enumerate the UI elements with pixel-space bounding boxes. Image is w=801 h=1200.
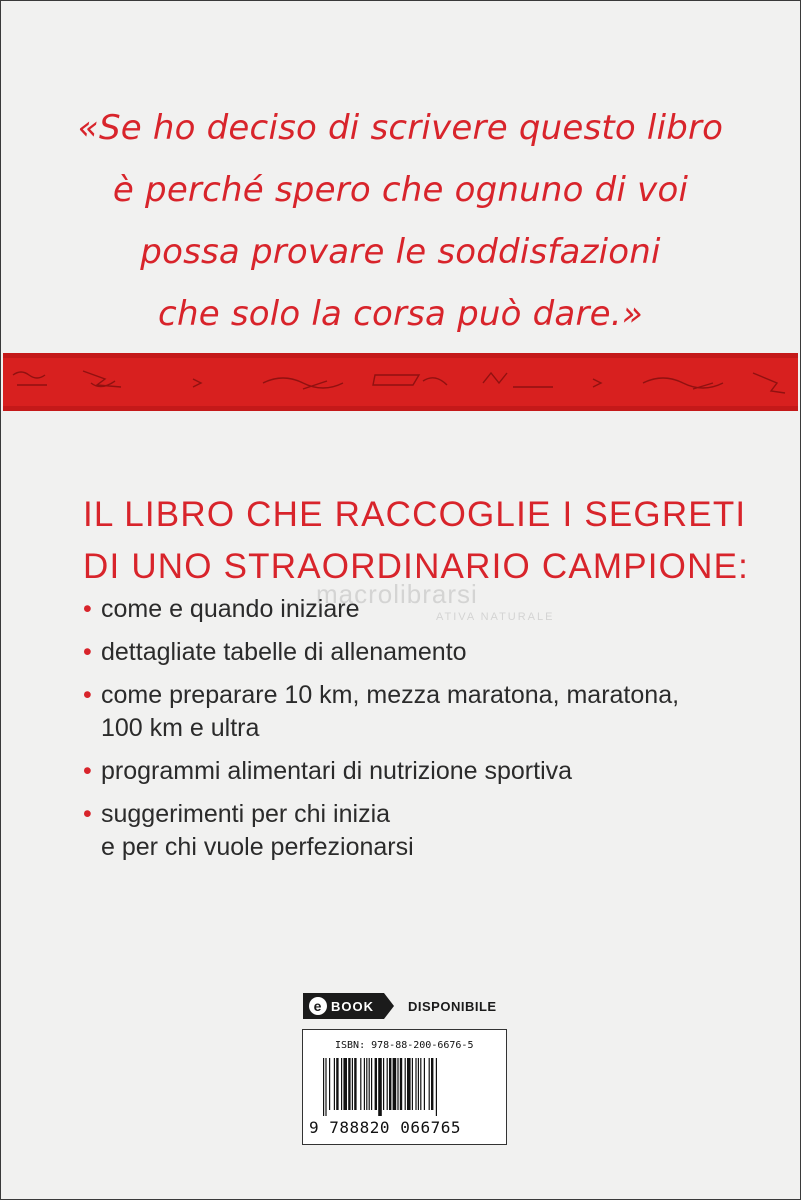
heading-line: IL LIBRO CHE RACCOGLIE I SEGRETI <box>83 495 747 534</box>
ebook-available-badge <box>303 993 497 1019</box>
barcode-box <box>302 1029 507 1145</box>
feature-list <box>83 593 679 874</box>
ebook-availability: DISPONIBILE <box>408 998 497 1014</box>
list-item-text: come preparare 10 km, mezza maratona, maratona, <box>101 681 680 709</box>
ebook-tag <box>303 993 384 1019</box>
watermark-tagline: ATIVA NATURALE <box>436 611 555 623</box>
list-item <box>83 755 679 788</box>
ebook-label: BOOK <box>331 998 374 1014</box>
ean-digits: 9 788820 066765 <box>309 1118 461 1137</box>
red-tape-ribbon <box>3 353 798 411</box>
heading-line: DI UNO STRAORDINARIO CAMPIONE: <box>83 547 750 586</box>
ribbon-texture <box>3 353 798 411</box>
ebook-e-icon: e <box>309 997 327 1015</box>
list-item-text: come e quando iniziare <box>101 595 360 623</box>
list-item <box>83 593 679 626</box>
watermark-logo-text: macrolibrarsi <box>316 579 478 609</box>
bullet-icon: • <box>83 800 92 828</box>
bullet-icon: • <box>83 681 92 709</box>
section-heading <box>83 489 749 593</box>
quote-line: «Se ho deciso di scrivere questo libro <box>77 108 724 148</box>
list-item-text: programmi alimentari di nutrizione sportiva <box>101 757 573 785</box>
list-item <box>83 636 679 669</box>
cover-quote <box>1 97 800 345</box>
list-item <box>83 679 679 745</box>
list-item-text: 100 km e ultra <box>101 714 260 742</box>
bullet-icon: • <box>83 638 92 666</box>
bullet-icon: • <box>83 595 92 623</box>
bullet-icon: • <box>83 757 92 785</box>
list-item-text: e per chi vuole perfezionarsi <box>101 833 414 861</box>
arrow-right-icon <box>384 993 394 1019</box>
quote-line: che solo la corsa può dare.» <box>158 294 643 334</box>
quote-line: è perché spero che ognuno di voi <box>112 170 689 210</box>
quote-line: possa provare le soddisfazioni <box>140 232 661 272</box>
list-item-text: suggerimenti per chi inizia <box>101 800 391 828</box>
list-item <box>83 798 679 864</box>
list-item-text: dettagliate tabelle di allenamento <box>101 638 467 666</box>
isbn-text: ISBN: 978-88-200-6676-5 <box>335 1040 474 1051</box>
barcode-icon <box>323 1058 487 1116</box>
